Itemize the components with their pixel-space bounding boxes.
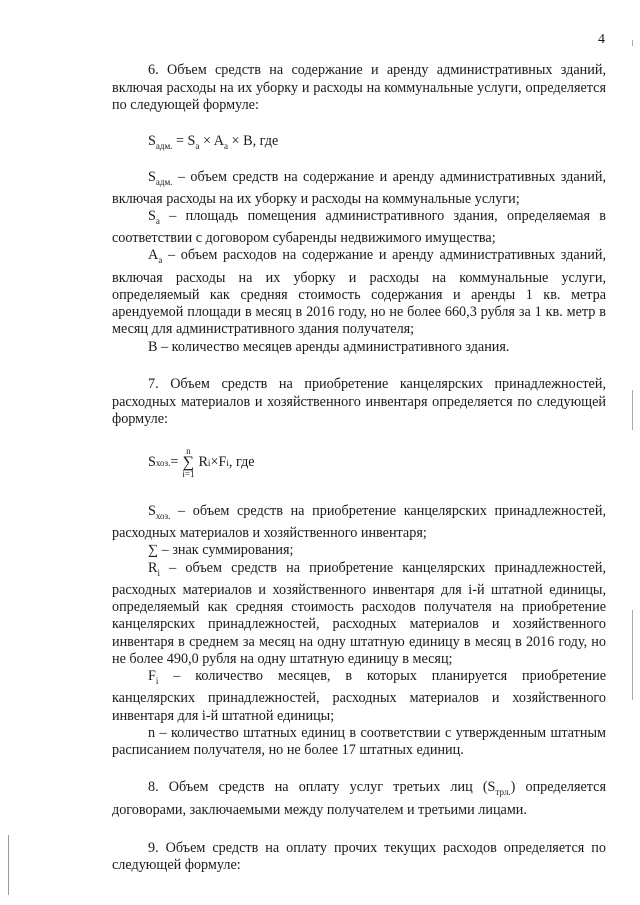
formula-tail: , где	[252, 132, 279, 149]
definition-subscript: a	[155, 215, 160, 226]
definition	[112, 208, 606, 247]
definition	[112, 668, 606, 725]
formula-hoz	[148, 435, 606, 491]
formula-subscript: a	[195, 140, 200, 151]
definition-subscript: хоз.	[155, 510, 171, 521]
definition-subscript: адм.	[155, 176, 173, 187]
formula-symbol: S	[148, 132, 156, 149]
section-8-text: 8. Объем средств на оплату услуг третьих лиц (S	[148, 779, 496, 796]
formula-tail: , где	[228, 454, 255, 471]
definition-text: – знак суммирования;	[158, 542, 294, 559]
summation-sign	[182, 447, 194, 479]
definition-subscript: a	[158, 255, 163, 266]
formula-operator: ×	[210, 454, 219, 471]
formula-subscript: хоз.	[155, 457, 171, 468]
definition	[112, 560, 606, 669]
scan-edge-mark	[632, 40, 633, 46]
definition	[112, 503, 606, 542]
formula-adm	[148, 133, 606, 151]
sigma-symbol: ∑	[182, 453, 195, 471]
definition-text: – площадь помещения административного здания, определяемая в соответствии с договором субаренды недвижимого имущества;	[112, 208, 606, 247]
scan-edge-mark	[632, 390, 633, 430]
formula-symbol: S	[187, 132, 196, 149]
definition-symbol: A	[148, 247, 159, 264]
scan-edge-mark	[632, 610, 633, 700]
sum-upper-limit: n	[186, 445, 191, 456]
definition-text: – объем средств на приобретение канцелярских принадлежностей, расходных материалов и хозяйственного инвентаря;	[112, 502, 606, 541]
section-7-intro: 7. Объем средств на приобретение канцелярских принадлежностей, расходных материалов и хозяйственного инвентаря определяется по следующей формуле:	[112, 376, 606, 428]
formula-subscript: i	[226, 457, 229, 468]
section-8-text: ) определяется договорами, заключаемыми между получателем и третьими лицами.	[112, 779, 606, 818]
definition-symbol: ∑	[148, 542, 159, 559]
definition-symbol: S	[148, 208, 156, 225]
definition-text: – объем расходов на содержание и аренду административных зданий, включая расходы на их уборку и расходы на коммунальные услуги, определяемый как средняя стоимость содержания и аренды 1 кв. метра арендуемой площади в месяц в 2016 году, но не более 660,3 рубля за 1 кв. метр в месяц для административного здания получателя;	[112, 247, 606, 338]
definition-text: – объем средств на содержание и аренду административных зданий, включая расходы на их уборку и расходы на коммунальные услуги;	[112, 168, 606, 207]
formula-operator: ×	[227, 132, 244, 149]
sum-lower-limit: i=1	[182, 468, 195, 479]
definition-symbol: R	[148, 559, 158, 576]
definition-symbol: S	[148, 168, 156, 185]
definition	[112, 247, 606, 338]
definition-text: – количество штатных единиц в соответствии с утвержденным штатным расписанием получателя, но не более 17 штатных единиц.	[112, 724, 606, 759]
definition-text: – количество месяцев аренды административного здания.	[157, 338, 510, 355]
definition-symbol: n	[148, 724, 156, 741]
definition	[112, 169, 606, 208]
formula-symbol: S	[148, 454, 156, 471]
section-9-intro: 9. Объем средств на оплату прочих текущих расходов определяется по следующей формуле:	[112, 839, 606, 874]
formula-symbol: R	[198, 454, 208, 471]
formula-subscript: i	[207, 457, 211, 468]
formula-operator: =	[172, 132, 188, 149]
definition-symbol: S	[148, 502, 156, 519]
definition-text: – объем средств на приобретение канцелярских принадлежностей, расходных материалов и хозяйственного инвентаря для i-й штатной единицы, определяемый как средняя стоимость расходов получателя на приобретение канцелярских принадлежностей, расходных материалов и хозяйственного инвентаря в среднем за месяц на одну штатную единицу в месяц в 2016 году, но не более 490,0 рубля на одну штатную единицу в месяц;	[112, 559, 606, 667]
definition	[112, 725, 606, 760]
definition	[112, 542, 606, 559]
section-8	[112, 779, 606, 819]
formula-symbol: B	[243, 132, 253, 149]
definition-subscript: i	[155, 676, 159, 686]
definition-symbol: F	[148, 668, 156, 685]
formula-symbol: A	[213, 132, 224, 149]
scan-edge-mark	[8, 835, 9, 895]
formula-subscript: адм.	[155, 140, 173, 151]
formula-operator: =	[170, 454, 179, 471]
formula-operator: ×	[199, 132, 214, 149]
formula-symbol: F	[218, 454, 227, 471]
definition-text: – количество месяцев, в которых планируется приобретение канцелярских принадлежностей, расходных материалов и хозяйственного инвентаря для i-й штатной единицы;	[112, 668, 606, 724]
definition	[112, 339, 606, 356]
definition-symbol: B	[148, 338, 158, 355]
document-body	[112, 62, 606, 875]
page-number: 4	[598, 32, 605, 47]
section-6-intro: 6. Объем средств на содержание и аренду административных зданий, включая расходы на их уборку и расходы на коммунальные услуги, определяется по следующей формуле:	[112, 62, 606, 114]
formula-subscript: a	[223, 140, 228, 151]
definition-subscript: i	[157, 567, 160, 578]
section-8-subscript: трл.	[495, 787, 511, 798]
